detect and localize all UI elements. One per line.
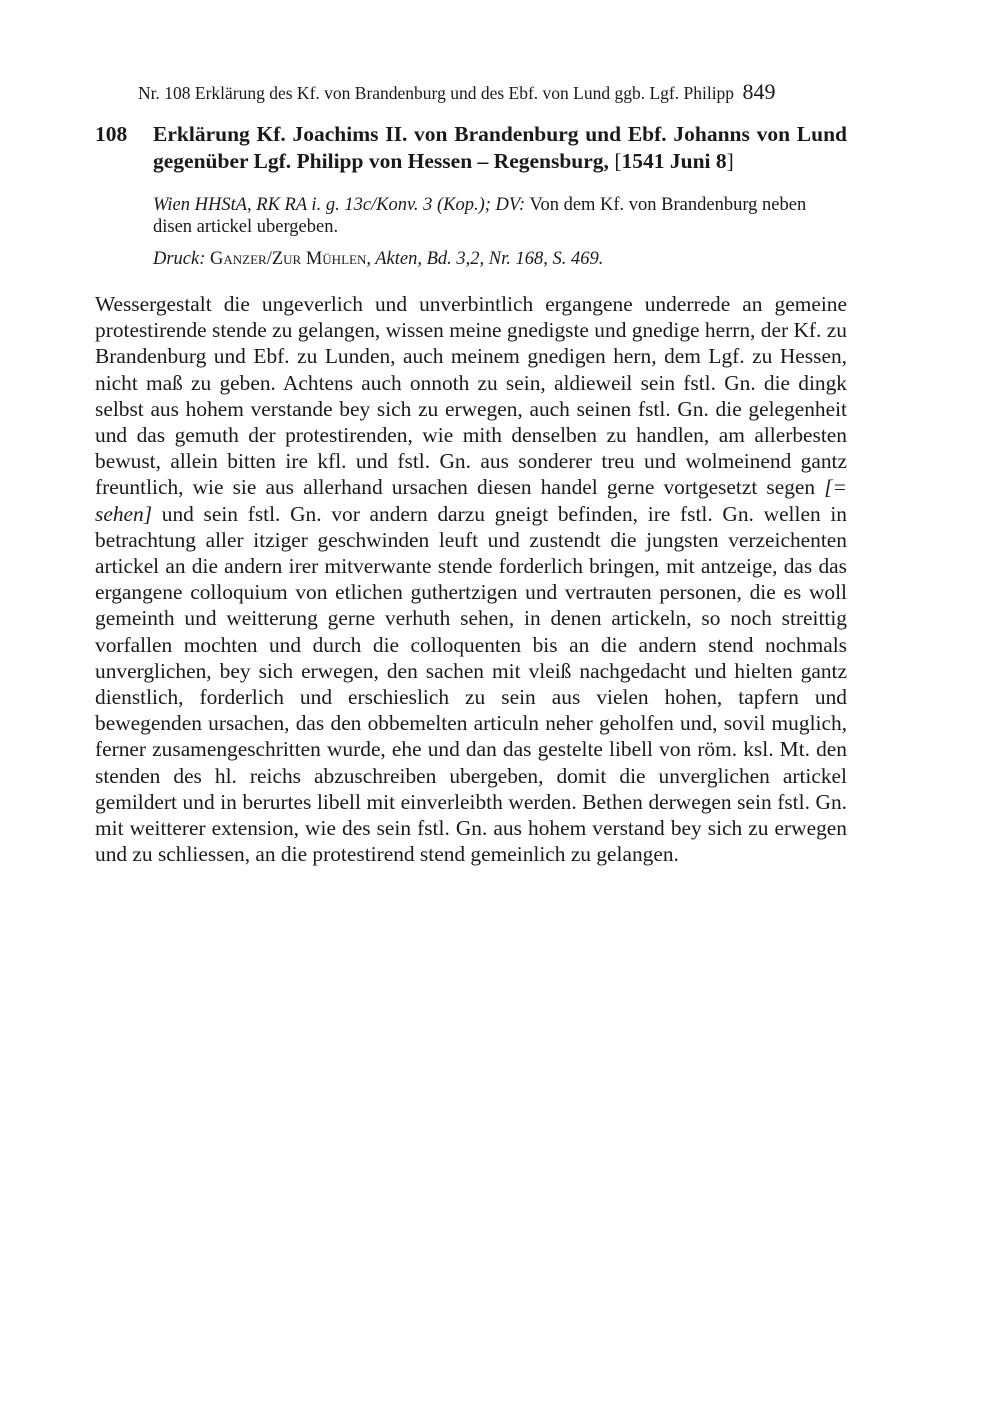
document-body: [95, 291, 847, 867]
document-number: 108: [95, 122, 128, 146]
page-number: 849: [742, 79, 776, 104]
print-reference: , Akten, Bd. 3,2, Nr. 168, S. 469.: [366, 249, 604, 269]
running-title: Nr. 108 Erklärung des Kf. von Brandenburg und des Ebf. von Lund ggb. Lgf. Philipp: [138, 83, 735, 103]
document-title-text: Erklärung Kf. Joachims II. von Brandenburg und Ebf. Johanns von Lund gegenüber Lgf. Philipp von Hessen – Regensburg,: [153, 122, 847, 173]
date-bracket-close: ]: [726, 149, 734, 173]
endorsement-text: Von dem Kf. von Brandenburg neben disen artickel ubergeben.: [153, 195, 807, 237]
body-text-part2: und sein fstl. Gn. vor andern darzu gneigt befinden, ire fstl. Gn. wellen in betrachtung aller itziger geschwinden leuft und zustendt die jungsten verzeichenten artickel an die andern irer mitverwante stende forderlich bringen, mit antzeige, das das ergangene colloquium von etlichen guthertzigen und vertrauten personen, die es woll gemeinth und weitterung gerne verhuth sehen, in denen artickeln, so noch streittig vorfallen mochten und durch die colloquenten bis an die andern stend nochmals unverglichen, bey sich erwegen, den sachen mit vleiß nachgedacht und hielten gantz dienstlich, forderlich und erschieslich zu sein aus vielen hohen, tapfern und bewegenden ursachen, das den obbemelten articuln neher geholfen und, sovil muglich, ferner zusamengeschritten wurde, ehe und dan das gestelte libell von röm. ksl. Mt. den stenden des hl. reichs abzuschreiben ubergeben, domit die unverglichen artickel gemildert und in berurtes libell mit einverleibth werden. Bethen derwegen sein fstl. Gn. mit weitterer extension, wie des sein fstl. Gn. aus hohem verstand bey sich zu erwegen und zu schliessen, an die protestirend stend gemeinlich zu gelangen.: [95, 501, 847, 867]
editorial-note: [= sehen]: [95, 475, 847, 526]
print-author: Ganzer/Zur Mühlen: [210, 249, 367, 269]
body-text-part1: Wessergestalt die ungeverlich und unverbintlich ergangene underrede an gemeine protestirende stende zu gelangen, wissen meine gnedigste und gnedige herrn, der Kf. zu Brandenburg und Ebf. zu Lunden, auch meinem gnedigen hern, dem Lgf. zu Hessen, nicht maß zu geben. Achtens auch onnoth zu sein, aldieweil sein fstl. Gn. die dingk selbst aus hohem verstande bey sich zu erwegen, auch seinen fstl. Gn. die gelegenheit und das gemuth der protestirenden, wie mith denselben zu handlen, am allerbesten bewust, allein bitten ire kfl. und fstl. Gn. aus sonderer treu und wolmeinend gantz freuntlich, wie sie aus allerhand ursachen diesen handel gerne vortgesetzt segen: [95, 292, 847, 500]
date-value: 1541 Juni 8: [621, 149, 727, 173]
date-bracket-open: [: [614, 149, 622, 173]
source-note: [153, 194, 847, 238]
document-heading: [95, 121, 847, 175]
running-head: [138, 79, 846, 106]
document-title: [153, 121, 847, 175]
print-label: Druck:: [153, 249, 206, 269]
print-note: [153, 248, 847, 270]
archive-reference: Wien HHStA, RK RA i. g. 13c/Konv. 3 (Kop.); DV:: [153, 195, 526, 215]
document-date: [614, 149, 733, 173]
